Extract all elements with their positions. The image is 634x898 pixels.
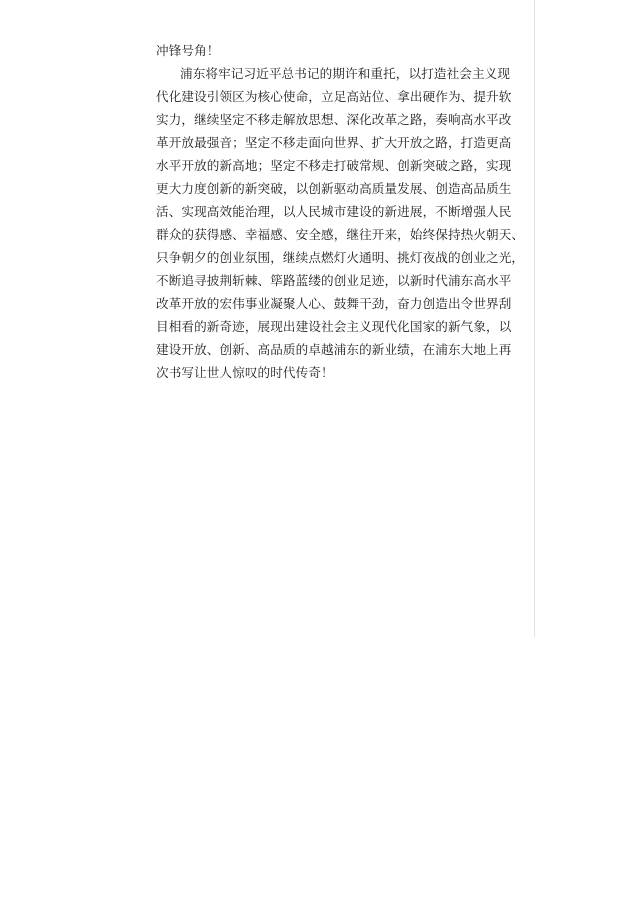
text-line: 水平开放的新高地；坚定不移走打破常规、创新突破之路，实现 [156, 158, 512, 173]
text-line: 目相看的新奇迹，展现出建设社会主义现代化国家的新气象，以 [156, 319, 512, 334]
text-line: 次书写让世人惊叹的时代传奇！ [156, 365, 334, 380]
text-line: 更大力度创新的新突破，以创新驱动高质量发展、创造高品质生 [156, 181, 512, 196]
text-line: 群众的获得感、幸福感、安全感，继往开来，始终保持热火朝天、 [156, 227, 525, 242]
text-line: 改革开放的宏伟事业凝聚人心、鼓舞干劲，奋力创造出令世界刮 [156, 296, 512, 311]
text-line: 代化建设引领区为核心使命，立足高站位、拿出硬作为、提升软 [156, 89, 512, 104]
text-line: 只争朝夕的创业氛围，继续点燃灯火通明、挑灯夜战的创业之光， [156, 250, 525, 265]
text-line: 建设开放、创新、高品质的卓越浦东的新业绩，在浦东大地上再 [156, 342, 512, 357]
text-line: 活、实现高效能治理，以人民城市建设的新进展，不断增强人民 [156, 204, 512, 219]
article-body [156, 39, 525, 384]
text-line: 冲锋号角！ [156, 43, 220, 58]
text-line: 革开放最强音；坚定不移走面向世界、扩大开放之路，打造更高 [156, 135, 512, 150]
page-edge-divider [534, 0, 535, 637]
paragraph-first-line: 浦东将牢记习近平总书记的期许和重托，以打造社会主义现 [180, 66, 511, 81]
text-line: 不断追寻披荆斩棘、筚路蓝缕的创业足迹，以新时代浦东高水平 [156, 273, 512, 288]
text-line: 实力，继续坚定不移走解放思想、深化改革之路，奏响高水平改 [156, 112, 512, 127]
